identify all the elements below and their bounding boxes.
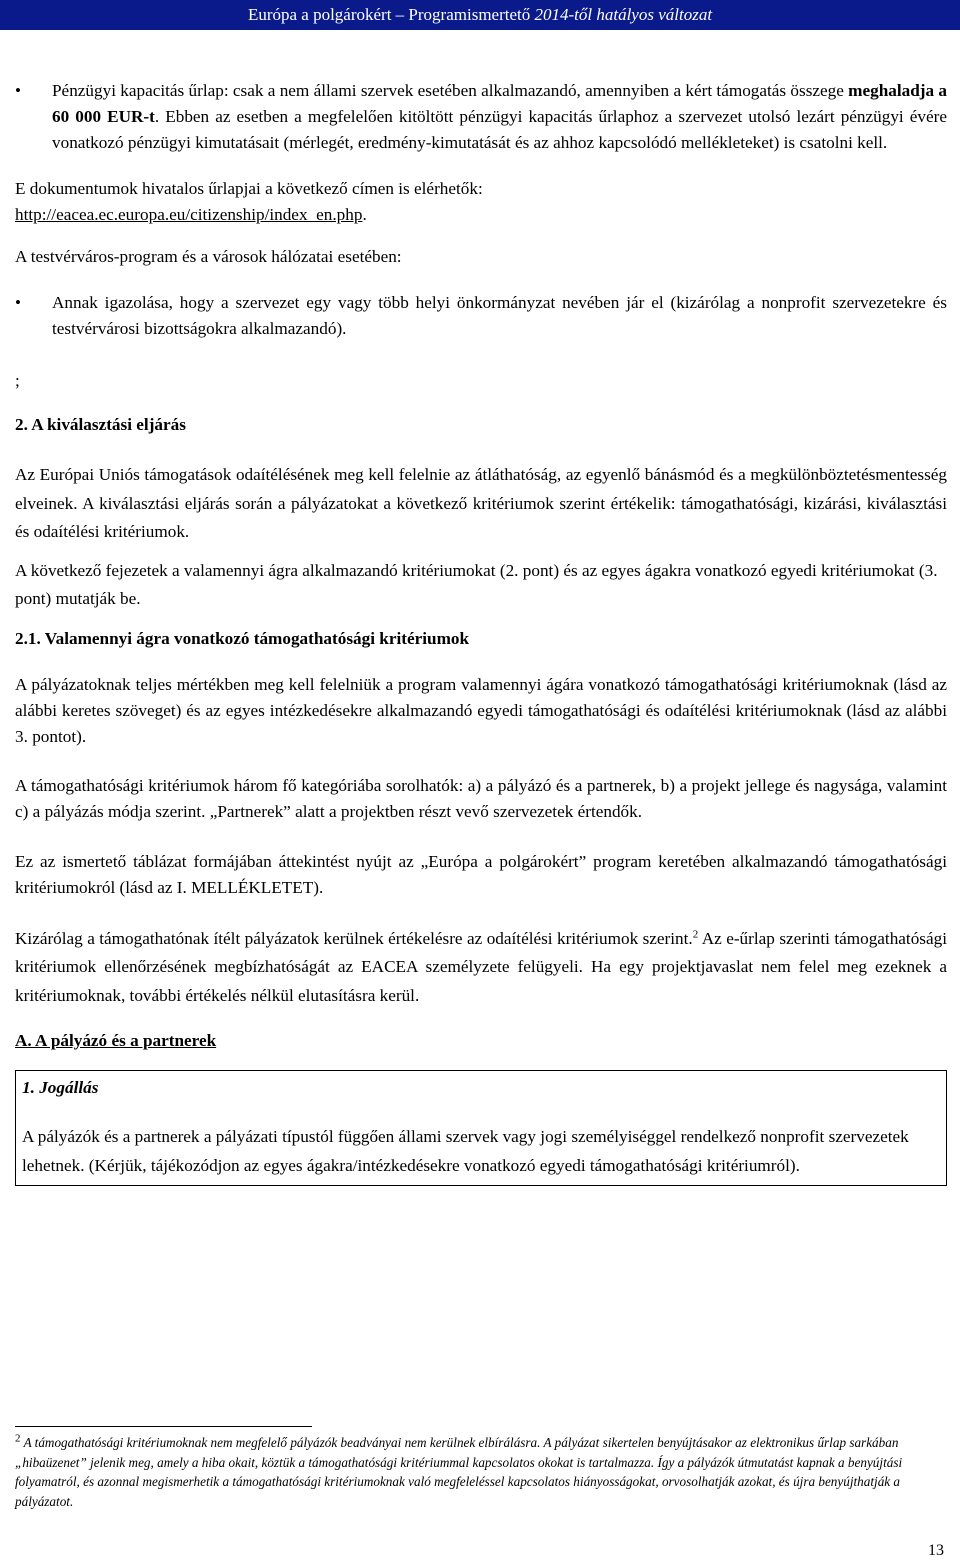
page-header [0, 0, 960, 30]
twinning-list [15, 290, 947, 342]
footnote-ref[interactable]: 2 [692, 927, 699, 940]
header-title: Európa a polgárokért – Programismertető [247, 5, 531, 24]
semicolon-mark: ; [15, 371, 20, 390]
header-subtitle: 2014-től hatályos változat [534, 5, 713, 24]
financial-docs-list [15, 78, 947, 156]
section-a-heading: A. A pályázó és a partnerek [15, 1031, 217, 1050]
box-text: A pályázók és a partnerek a pályázati típustól függően állami szervek vagy jogi személyiséggel rendelkező nonprofit szervezetek lehetnek. (Kérjük, tájékozódjon az egyes ágakra/intézkedésekre vonatkozó egyedi támogathatósági kritériumról). [22, 1127, 909, 1175]
bold-amount: meghaladja a 60 000 EUR-t [52, 81, 948, 126]
paragraph: A támogathatósági kritériumok három fő kategóriába sorolhatók: a) a pályázó és a partnerek, b) a projekt jellege és nagysága, valamint c) a pályázás módja szerint. „Partnerek” alatt a projektben részt vevő szervezetek értendők. [15, 775, 947, 821]
section-2-1-heading: 2.1. Valamennyi ágra vonatkozó támogathatósági kritériumok [15, 628, 470, 648]
eligibility-box [15, 1070, 947, 1186]
footnote-divider [15, 1426, 312, 1427]
twinning-intro: A testvérváros-program és a városok hálózatai esetében: [15, 247, 402, 266]
footnote-text: A támogathatósági kritériumoknak nem megfelelő pályázók beadványai nem kerülnek elbírálásra. A pályázat sikertelen benyújtásakor az elektronikus űrlap sarkában „hibaüzenet” jelenik meg, amely a hiba okait, köztük a támogathatósági kritériummal kapcsolatos okokat is tartalmazza. Így a pályázók útmutatást kapnak a benyújtási folyamatról, és azonnal megismerhetik a támogathatósági kritériumoknak való megfeleléssel kapcsolatos hiányosságokat, orvosolhatják azokat, és újra benyújthatják a pályázatot. [15, 1435, 903, 1509]
list-item: • Pénzügyi kapacitás űrlap: csak a nem állami szervek esetében alkalmazandó, amennyiben a kért támogatás összege meghaladja a 60 000 EUR-t. Ebben az esetben a megfelelően kitöltött pénzügyi kapacitás űrlaphoz a szervezet utolsó lezárt pénzügyi évére vonatkozó pénzügyi kimutatásait (mérlegét, eredmény-kimutatását és az ahhoz kapcsolódó mellékleteket) is csatolni kell. [15, 78, 947, 156]
document-body [15, 78, 947, 1186]
paragraph: A pályázatoknak teljes mértékben meg kell felelniük a program valamennyi ágára vonatkozó támogathatósági kritériumoknak (lásd az alábbi keretes szöveget) és az egyes intézkedésekre alkalmazandó egyedi támogathatósági és odaítélési kritériumoknak (lásd az alábbi 3. pontot). [15, 674, 947, 746]
list-item: • Annak igazolása, hogy a szervezet egy vagy több helyi önkormányzat nevében jár el (kizárólag a nonprofit szervezetekre és testvérvárosi bizottságokra alkalmazandó). [15, 290, 947, 342]
paragraph: Kizárólag a támogathatónak ítélt pályázatok kerülnek értékelésre az odaítélési kritériumok szerint.$^2$ Az e-űrlap szerinti támogathatósági kritériumok ellenőrzésének megbízhatóságát az EACEA személyzete felügyeli. Ha egy projektjavaslat nem felel meg ezeknek a kritériumoknak, további értékelés nélkül elutasításra kerül. [15, 927, 947, 1005]
section-2-heading: 2. A kiválasztási eljárás [15, 415, 186, 434]
docs-paragraph: E dokumentumok hivatalos űrlapjai a következő címen is elérhetők: http://eacea.ec.europa.eu/citizenship/index_en.php. [15, 179, 483, 224]
footnote-number: 2 [15, 1432, 21, 1445]
paragraph: A következő fejezetek a valamennyi ágra alkalmazandó kritériumokat (2. pont) és az egyes ágakra vonatkozó egyedi kritériumokat (3. pont) mutatják be. [15, 560, 938, 608]
paragraph: Ez az ismertető táblázat formájában áttekintést nyújt az „Európa a polgárokért” program keretében alkalmazandó támogathatósági kritériumokról (lásd az I. MELLÉKLETET). [15, 851, 947, 897]
paragraph: Az Európai Uniós támogatások odaítélésének meg kell felelnie az átláthatóság, az egyenlő bánásmód és a megkülönböztetésmentesség elveinek. A kiválasztási eljárás során a pályázatokat a következő kritériumok szerint értékelik: támogathatósági, kizárási, kiválasztási és odaítélési kritériumok. [15, 465, 947, 541]
page-number: 13 [928, 1542, 944, 1559]
footnote [15, 1433, 947, 1511]
eacea-link[interactable]: http://eacea.ec.europa.eu/citizenship/index_en.php [15, 205, 363, 224]
box-title: 1. Jogállás [22, 1078, 99, 1097]
